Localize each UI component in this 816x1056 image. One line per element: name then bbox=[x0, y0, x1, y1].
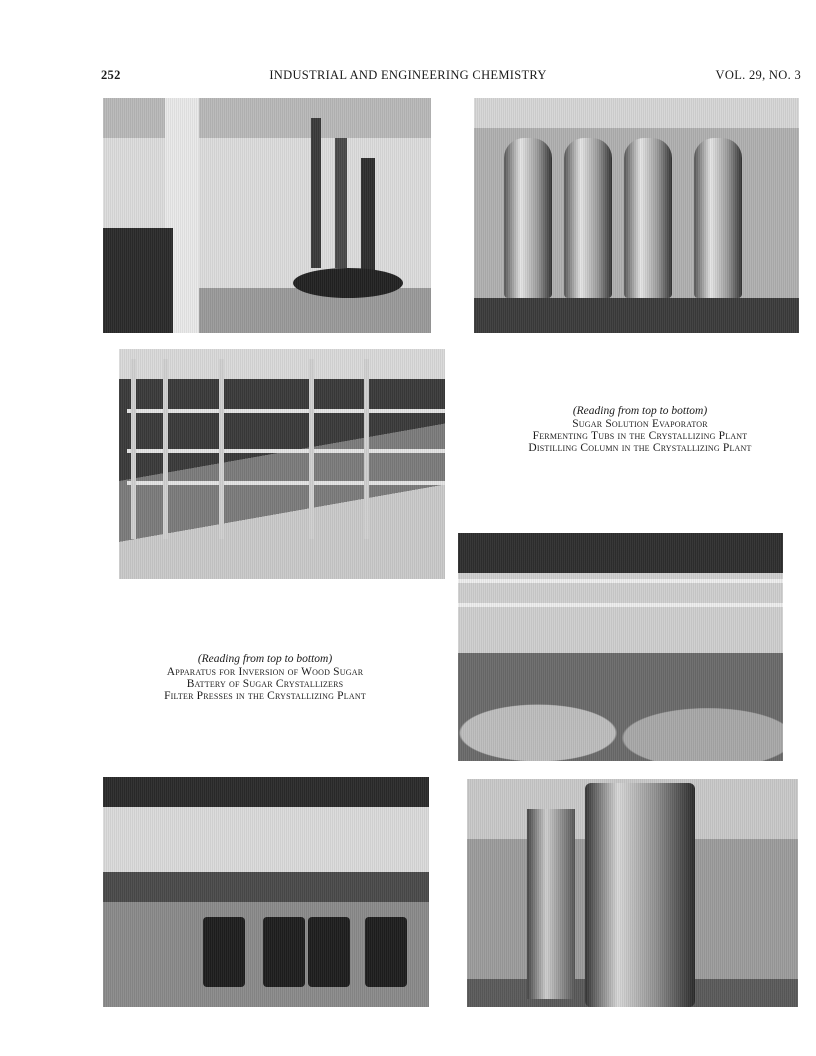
photo-filter-presses bbox=[103, 777, 429, 1007]
journal-title: INDUSTRIAL AND ENGINEERING CHEMISTRY bbox=[269, 68, 547, 82]
caption-left bbox=[112, 653, 418, 702]
caption-right bbox=[490, 405, 790, 454]
caption-left-line-3: Filter Presses in the Crystallizing Plant bbox=[164, 690, 366, 702]
caption-left-intro: (Reading from top to bottom) bbox=[197, 653, 333, 665]
caption-left-line-1: Apparatus for Inversion of Wood Sugar bbox=[166, 666, 364, 678]
volume-issue: VOL. 29, NO. 3 bbox=[715, 68, 801, 82]
photo-fermenting-tubs bbox=[458, 533, 783, 761]
photo-sugar-solution-evaporator bbox=[474, 98, 799, 333]
photo-inversion-apparatus bbox=[103, 98, 431, 333]
photo-battery-of-crystallizers bbox=[119, 349, 445, 579]
caption-right-line-3: Distilling Column in the Crystallizing Plant bbox=[528, 442, 752, 454]
caption-right-intro: (Reading from top to bottom) bbox=[572, 405, 708, 417]
caption-right-line-2: Fermenting Tubs in the Crystallizing Plant bbox=[532, 430, 748, 442]
photo-distilling-column bbox=[467, 779, 798, 1007]
caption-right-line-1: Sugar Solution Evaporator bbox=[572, 418, 708, 430]
caption-left-line-2: Battery of Sugar Crystallizers bbox=[186, 678, 344, 690]
page-number: 252 bbox=[101, 68, 121, 82]
